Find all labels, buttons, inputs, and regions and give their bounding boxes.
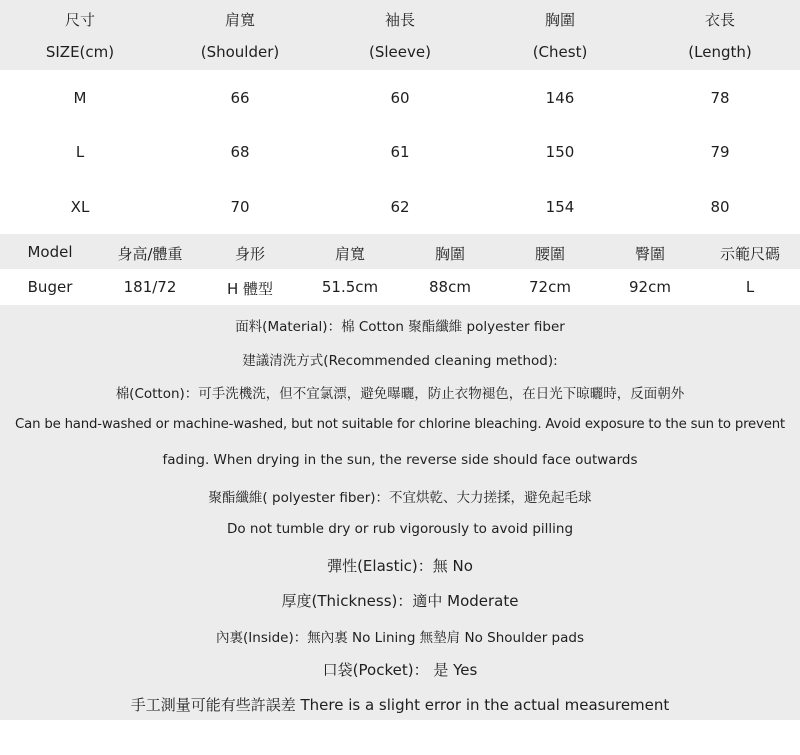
table-cell: Buger xyxy=(27,278,73,296)
table-cell: 66 xyxy=(230,89,250,107)
table-cell: 79 xyxy=(710,143,730,161)
cotton-care-en-line2: fading. When drying in the sun, the reverse side should face outwards xyxy=(162,452,638,468)
size-table-body xyxy=(0,70,800,234)
table-cell: L xyxy=(745,278,755,296)
elastic-text: 彈性(Elastic)：無 No xyxy=(327,557,473,575)
size-header-en-length: (Length) xyxy=(688,43,752,61)
table-cell: 150 xyxy=(545,143,575,161)
size-header-en-size: SIZE(cm) xyxy=(45,43,115,61)
table-cell: 88cm xyxy=(429,278,471,296)
measurement-error-note: 手工測量可能有些許誤差 There is a slight error in the actual measurement xyxy=(130,696,670,714)
table-cell: 70 xyxy=(230,198,250,216)
size-header-cn-sleeve: 袖長 xyxy=(384,11,415,29)
table-cell: 68 xyxy=(230,143,250,161)
table-cell: 80 xyxy=(710,198,730,216)
polyester-care-en: Do not tumble dry or rub vigorously to avoid pilling xyxy=(226,521,574,537)
table-cell: 146 xyxy=(545,89,575,107)
table-cell: 181/72 xyxy=(123,278,177,296)
pocket-text: 口袋(Pocket)： 是 Yes xyxy=(322,661,478,679)
model-table-header xyxy=(0,234,800,269)
model-header-sample-size: 示範尺碼 xyxy=(719,245,780,263)
model-header-body-shape: 身形 xyxy=(234,245,265,263)
material-text: 面料(Material)：棉 Cotton 聚酯纖維 polyester fiber xyxy=(235,319,565,335)
table-cell: XL xyxy=(70,198,90,216)
size-header-cn-length: 衣長 xyxy=(704,11,735,29)
table-cell: H 體型 xyxy=(226,280,274,298)
model-header-hip: 臀圍 xyxy=(634,245,665,263)
table-cell: 72cm xyxy=(529,278,571,296)
table-cell: 92cm xyxy=(629,278,671,296)
table-cell: 62 xyxy=(390,198,410,216)
inside-text: 內裏(Inside)：無內裏 No Lining 無墊肩 No Shoulder pads xyxy=(216,630,584,646)
size-header-cn-size: 尺寸 xyxy=(64,11,95,29)
size-table-header xyxy=(0,0,800,70)
table-row xyxy=(0,143,800,163)
table-row xyxy=(0,89,800,109)
cotton-care-cn: 棉(Cotton)：可手洗機洗，但不宜氯漂，避免曝曬，防止衣物褪色，在日光下晾曬時，反面朝外 xyxy=(115,386,685,402)
table-cell: L xyxy=(75,143,85,161)
model-header-chest: 胸圍 xyxy=(434,245,465,263)
thickness-text: 厚度(Thickness)：適中 Moderate xyxy=(281,592,519,610)
table-row xyxy=(0,198,800,218)
model-header-shoulder: 肩寬 xyxy=(334,245,365,263)
size-header-en-shoulder: (Shoulder) xyxy=(200,43,280,61)
table-cell: 60 xyxy=(390,89,410,107)
product-info xyxy=(0,305,800,720)
size-header-cn-chest: 胸圍 xyxy=(544,11,575,29)
table-cell: 61 xyxy=(390,143,410,161)
table-cell: M xyxy=(73,89,87,107)
polyester-care-cn: 聚酯纖維( polyester fiber)：不宜烘乾、大力搓揉，避免起毛球 xyxy=(208,490,592,506)
cotton-care-en-line1: Can be hand-washed or machine-washed, but not suitable for chlorine bleaching. Avoid exposure to the sun to prevent xyxy=(15,417,785,432)
size-header-cn-shoulder: 肩寬 xyxy=(224,11,255,29)
size-header-en-chest: (Chest) xyxy=(532,43,588,61)
table-cell: 78 xyxy=(710,89,730,107)
table-cell: 51.5cm xyxy=(321,278,379,296)
cleaning-title: 建議清洗方式(Recommended cleaning method): xyxy=(242,353,558,369)
model-header-height-weight: 身高/體重 xyxy=(117,245,183,263)
model-header-model: Model xyxy=(27,243,73,261)
table-cell: 154 xyxy=(545,198,575,216)
model-table-row xyxy=(0,269,800,305)
model-header-waist: 腰圍 xyxy=(534,245,565,263)
size-header-en-sleeve: (Sleeve) xyxy=(369,43,431,61)
